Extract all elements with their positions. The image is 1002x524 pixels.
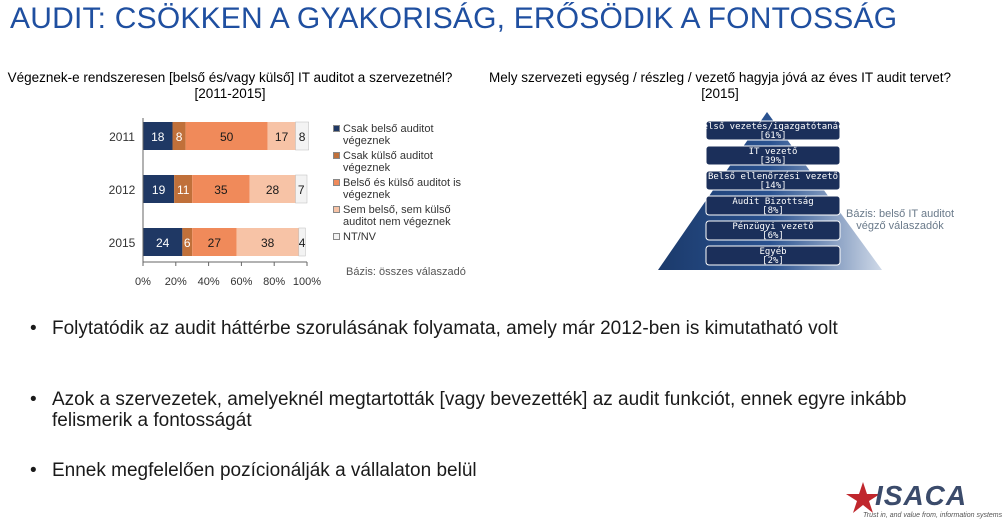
pyramid-level-label: Audit Bizottság — [732, 197, 814, 207]
x-tick-label: 80% — [263, 276, 286, 288]
data-label: 7 — [297, 183, 305, 197]
x-tick-label: 60% — [230, 276, 253, 288]
pyramid-level-label: Felső vezetés/igazgatótanács — [697, 122, 849, 132]
data-label: 18 — [151, 130, 165, 144]
x-tick-label: 0% — [135, 276, 151, 288]
left-basis-note: Bázis: összes válaszadó — [346, 266, 466, 278]
x-tick-label: 20% — [164, 276, 187, 288]
logo-tagline: Trust in, and value from, information systems — [863, 512, 1002, 519]
left-question-period: [2011-2015] — [194, 86, 266, 101]
x-tick-label: 40% — [197, 276, 220, 288]
data-label: 8 — [175, 130, 183, 144]
data-label: 11 — [176, 183, 190, 197]
bullet-item — [30, 389, 910, 431]
category-label: 2011 — [109, 130, 135, 144]
category-label: 2015 — [108, 236, 136, 250]
bullet-dot: • — [30, 318, 37, 339]
data-label: 50 — [219, 130, 234, 144]
right-question-period: [2015] — [701, 86, 739, 101]
bullet-text: Azok a szervezetek, amelyeknél megtartották [vagy bevezették] az audit funkciót, ennek egyre inkább felismerik a fontosságát — [52, 389, 907, 431]
data-label: 35 — [214, 183, 228, 197]
pyramid-level-value: [14%] — [759, 181, 787, 191]
legend-label: NT/NV — [343, 231, 376, 243]
pyramid-level-value: [39%] — [759, 156, 787, 166]
bullet-dot: • — [30, 460, 37, 481]
data-label: 24 — [156, 236, 170, 250]
page-title: AUDIT: CSÖKKEN A GYAKORISÁG, ERŐSÖDIK A FONTOSSÁG — [10, 2, 898, 35]
pyramid-level-label: Belső ellenőrzési vezető — [707, 172, 839, 182]
data-label: 4 — [298, 236, 306, 250]
logo-wordmark: ISACA — [875, 480, 968, 511]
bullet-item — [30, 318, 910, 339]
pyramid-level-label: IT vezető — [748, 147, 798, 157]
category-label: 2012 — [108, 183, 136, 197]
data-label: 6 — [183, 236, 191, 250]
pyramid-level-value: [2%] — [762, 256, 784, 266]
isaca-logo — [845, 480, 1002, 524]
data-label: 27 — [207, 236, 222, 250]
legend-label: Csak belső auditot végeznek — [343, 123, 434, 147]
pyramid-level-value: [6%] — [762, 231, 784, 241]
right-question-text: Mely szervezeti egység / részleg / vezető hagyja jóvá az éves IT audit tervet? — [489, 70, 951, 85]
data-label: 19 — [151, 183, 166, 197]
legend-label: Belső és külső auditot is végeznek — [343, 177, 462, 201]
pyramid-level-label: Pénzügyi vezető — [732, 222, 814, 232]
data-label: 17 — [274, 130, 289, 144]
legend-label: Sem belső, sem külső auditot nem végeznek — [343, 204, 451, 228]
bullet-item — [30, 460, 910, 481]
x-tick-label: 100% — [292, 276, 322, 288]
left-question-text: Végeznek-e rendszeresen [belső és/vagy külső] IT auditot a szervezetnél? — [7, 70, 453, 85]
data-label: 8 — [298, 130, 306, 144]
pyramid-level-label: Egyéb — [759, 247, 787, 257]
bullet-text: Ennek megfelelően pozícionálják a vállalaton belül — [52, 460, 477, 481]
pyramid-level-value: [8%] — [762, 206, 784, 216]
data-label: 28 — [265, 183, 280, 197]
bullet-text: Folytatódik az audit háttérbe szorulásának folyamata, amely már 2012-ben is kimutatható volt — [52, 318, 838, 339]
bullet-dot: • — [30, 389, 37, 410]
data-label: 38 — [260, 236, 275, 250]
legend-label: Csak külső auditot végeznek — [343, 150, 433, 174]
right-basis-note: Bázis: belső IT auditot végző válaszadók — [845, 208, 955, 232]
pyramid-level-value: [61%] — [759, 131, 787, 141]
